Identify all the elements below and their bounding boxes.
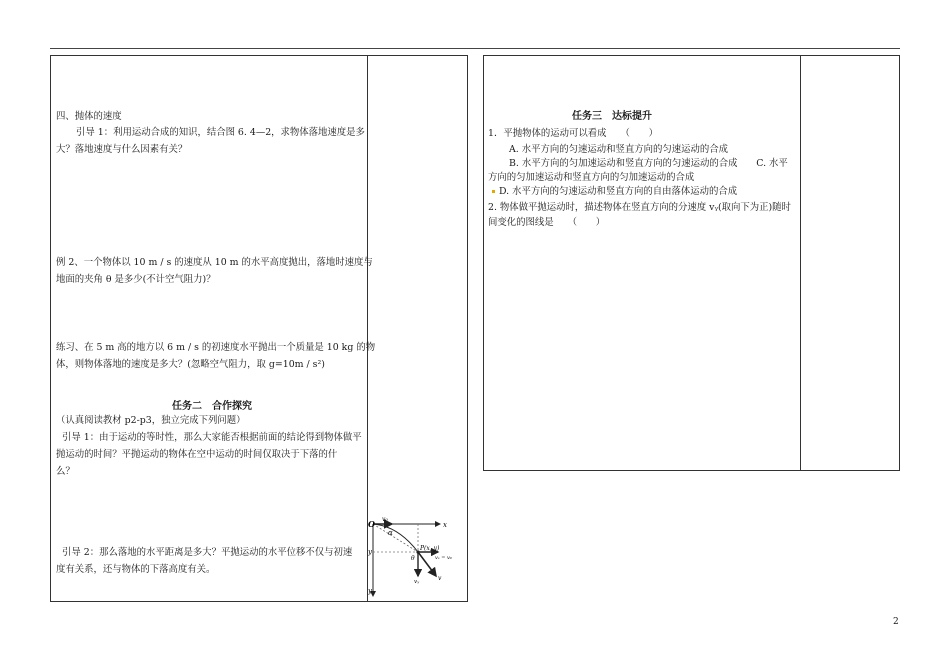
q2-line2: 间变化的图线是 （ ）	[488, 217, 606, 228]
alpha-label: α	[388, 529, 393, 537]
q1-option-d-row	[492, 184, 737, 200]
example2-line2: 地面的夹角 θ 是多少(不计空气阻力)？	[56, 274, 216, 285]
q1-option-c-cont: 方向的匀加速运动和竖直方向的匀加速运动的合成	[488, 172, 695, 183]
guide-b-line2: 度有关系，还与物体的下落高度有关。	[56, 564, 216, 575]
practice-line1: 练习、在 5 m 高的地方以 6 m / s 的初速度水平抛出一个质量是 10 kg 的物	[56, 342, 376, 353]
vy-label: vᵧ	[414, 579, 420, 585]
v0-label: v₀	[382, 516, 388, 523]
q1-stem: 1．平抛物体的运动可以看成 （ ）	[488, 128, 659, 139]
guide-a-line1: 引导 1：由于运动的等时性，那么大家能否根据前面的结论得到物体做平	[62, 432, 362, 443]
point-label: P(x, y)	[420, 545, 440, 552]
practice-line2: 体，则物体落地的速度是多大？(忽略空气阻力，取 g=10m / s²)	[56, 359, 325, 370]
q1-option-a: A. 水平方向的匀速运动和竖直方向的匀速运动的合成	[509, 144, 728, 155]
guide-b-line1: 引导 2：那么落地的水平距离是多大？平抛运动的水平位移不仅与初速	[62, 547, 353, 558]
x-axis-label: x	[443, 521, 447, 529]
origin-label: O	[368, 519, 375, 529]
task2-title: 任务二 合作探究	[172, 401, 252, 412]
example2-line1: 例 2、一个物体以 10 m / s 的速度从 10 m 的水平高度抛出，落地时速度与	[56, 257, 373, 268]
guide-a-line3: 么？	[56, 466, 75, 477]
highlight-mark	[492, 190, 495, 193]
guide1-line2: 大？落地速度与什么因素有关？	[56, 144, 188, 155]
guide1-line1: 引导 1：利用运动合成的知识，结合图 6. 4—2，求物体落地速度是多	[76, 127, 365, 138]
task3-title: 任务三 达标提升	[572, 111, 652, 122]
y-axis-label: y	[368, 587, 372, 595]
q1-option-d: D. 水平方向的匀速运动和竖直方向的自由落体运动的合成	[499, 186, 738, 197]
q1-option-b: B. 水平方向的匀加速运动和竖直方向的匀速运动的合成 C. 水平	[509, 158, 788, 169]
displacement-line	[373, 524, 418, 552]
q2-line1: 2. 物体做平抛运动时，描述物体在竖直方向的分速度 vᵧ(取向下为正)随时	[488, 202, 791, 213]
section4-title: 四、抛体的速度	[56, 111, 122, 122]
vx-label: vₓ = v₀	[435, 555, 452, 561]
page-number: 2	[893, 617, 899, 627]
projectile-velocity-figure	[368, 514, 468, 600]
v-arrow	[418, 552, 436, 576]
right-table-divider	[800, 55, 801, 471]
y-mark-label: y	[368, 548, 372, 556]
theta-label: θ	[411, 555, 415, 562]
right-table	[483, 55, 900, 471]
guide-a-line2: 抛运动的时间？平抛运动的物体在空中运动的时间仅取决于下落的什	[56, 449, 338, 460]
v-label: v	[438, 575, 442, 582]
task2-instruction: （认真阅读教材 p2-p3，独立完成下列问题）	[56, 415, 246, 426]
header-rule	[50, 48, 900, 49]
